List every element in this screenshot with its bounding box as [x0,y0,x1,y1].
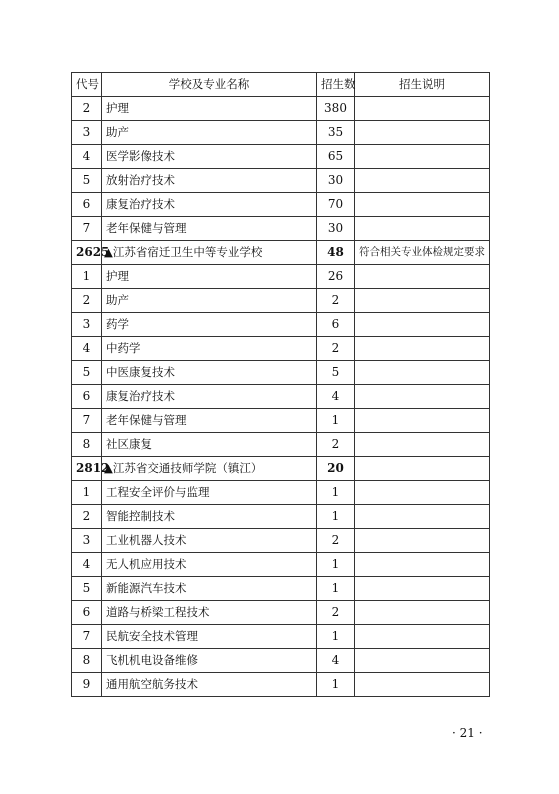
row-count: 2 [317,433,355,457]
row-count: 2 [317,601,355,625]
row-name: 民航安全技术管理 [102,625,317,649]
row-name: 康复治疗技术 [102,385,317,409]
table-row [72,553,490,577]
row-note [355,601,490,625]
row-code: 9 [72,673,102,697]
row-name: 助产 [102,121,317,145]
row-code: 2 [72,505,102,529]
row-code: 6 [72,385,102,409]
row-name: 工程安全评价与监理 [102,481,317,505]
page-number: · 21 · [452,726,483,740]
row-code: 6 [72,193,102,217]
row-note [355,121,490,145]
school-row [72,241,490,265]
row-name: 新能源汽车技术 [102,577,317,601]
row-count: 1 [317,673,355,697]
row-name: 放射治疗技术 [102,169,317,193]
row-note [355,529,490,553]
table-body [72,97,490,697]
enrollment-table [71,72,490,697]
row-name: 康复治疗技术 [102,193,317,217]
row-note [355,217,490,241]
row-code: 2812 [72,457,102,481]
table-row [72,673,490,697]
table-row [72,385,490,409]
table-row [72,409,490,433]
header-name: 学校及专业名称 [102,73,317,97]
table-row [72,649,490,673]
row-count: 2 [317,289,355,313]
row-count: 1 [317,505,355,529]
table-row [72,433,490,457]
row-count: 6 [317,313,355,337]
row-count: 1 [317,481,355,505]
row-note [355,409,490,433]
row-name: 中药学 [102,337,317,361]
row-count: 1 [317,409,355,433]
row-name: 老年保健与管理 [102,409,317,433]
row-code: 6 [72,601,102,625]
row-code: 1 [72,265,102,289]
row-note [355,625,490,649]
row-name: 护理 [102,97,317,121]
row-count: 1 [317,625,355,649]
header-note: 招生说明 [355,73,490,97]
row-name: 老年保健与管理 [102,217,317,241]
table-row [72,289,490,313]
row-code: 3 [72,121,102,145]
row-code: 7 [72,625,102,649]
row-code: 3 [72,313,102,337]
header-count: 招生数 [317,73,355,97]
row-note [355,193,490,217]
row-name: 医学影像技术 [102,145,317,169]
row-code: 4 [72,145,102,169]
table-row [72,193,490,217]
row-note [355,385,490,409]
row-count: 35 [317,121,355,145]
header-code: 代号 [72,73,102,97]
table-header-row [72,73,490,97]
table-row [72,265,490,289]
row-name: 无人机应用技术 [102,553,317,577]
row-name: 道路与桥梁工程技术 [102,601,317,625]
row-code: 8 [72,433,102,457]
row-note [355,457,490,481]
table-row [72,145,490,169]
row-note [355,169,490,193]
row-count: 4 [317,385,355,409]
row-count: 5 [317,361,355,385]
row-code: 5 [72,361,102,385]
row-code: 3 [72,529,102,553]
table-row [72,361,490,385]
row-name: ▲江苏省宿迁卫生中等专业学校 [102,241,317,265]
row-count: 70 [317,193,355,217]
row-count: 2 [317,529,355,553]
row-count: 1 [317,553,355,577]
row-count: 26 [317,265,355,289]
row-count: 380 [317,97,355,121]
row-count: 65 [317,145,355,169]
row-name: ▲江苏省交通技师学院（镇江） [102,457,317,481]
row-code: 7 [72,217,102,241]
row-count: 20 [317,457,355,481]
row-count: 1 [317,577,355,601]
row-note [355,553,490,577]
row-code: 2 [72,97,102,121]
row-name: 工业机器人技术 [102,529,317,553]
row-code: 2 [72,289,102,313]
row-count: 30 [317,169,355,193]
row-name: 社区康复 [102,433,317,457]
row-code: 5 [72,577,102,601]
row-code: 1 [72,481,102,505]
table-row [72,121,490,145]
row-note [355,265,490,289]
row-name: 护理 [102,265,317,289]
table-row [72,313,490,337]
table-row [72,505,490,529]
row-note [355,649,490,673]
row-note [355,577,490,601]
row-code: 4 [72,553,102,577]
row-code: 2625 [72,241,102,265]
table-row [72,625,490,649]
row-note [355,481,490,505]
row-note [355,337,490,361]
row-note [355,433,490,457]
row-code: 7 [72,409,102,433]
row-note: 符合相关专业体检规定要求 [355,241,490,265]
row-name: 助产 [102,289,317,313]
table-row [72,97,490,121]
row-count: 30 [317,217,355,241]
row-note [355,145,490,169]
table-row [72,337,490,361]
row-note [355,97,490,121]
table-row [72,217,490,241]
row-note [355,673,490,697]
row-count: 48 [317,241,355,265]
table-row [72,601,490,625]
row-code: 5 [72,169,102,193]
row-count: 4 [317,649,355,673]
table-row [72,577,490,601]
row-note [355,289,490,313]
row-note [355,361,490,385]
row-code: 8 [72,649,102,673]
row-name: 智能控制技术 [102,505,317,529]
table-row [72,169,490,193]
table-row [72,481,490,505]
school-row [72,457,490,481]
row-name: 中医康复技术 [102,361,317,385]
row-count: 2 [317,337,355,361]
row-note [355,313,490,337]
row-name: 飞机机电设备维修 [102,649,317,673]
row-note [355,505,490,529]
row-code: 4 [72,337,102,361]
row-name: 通用航空航务技术 [102,673,317,697]
row-name: 药学 [102,313,317,337]
table-row [72,529,490,553]
